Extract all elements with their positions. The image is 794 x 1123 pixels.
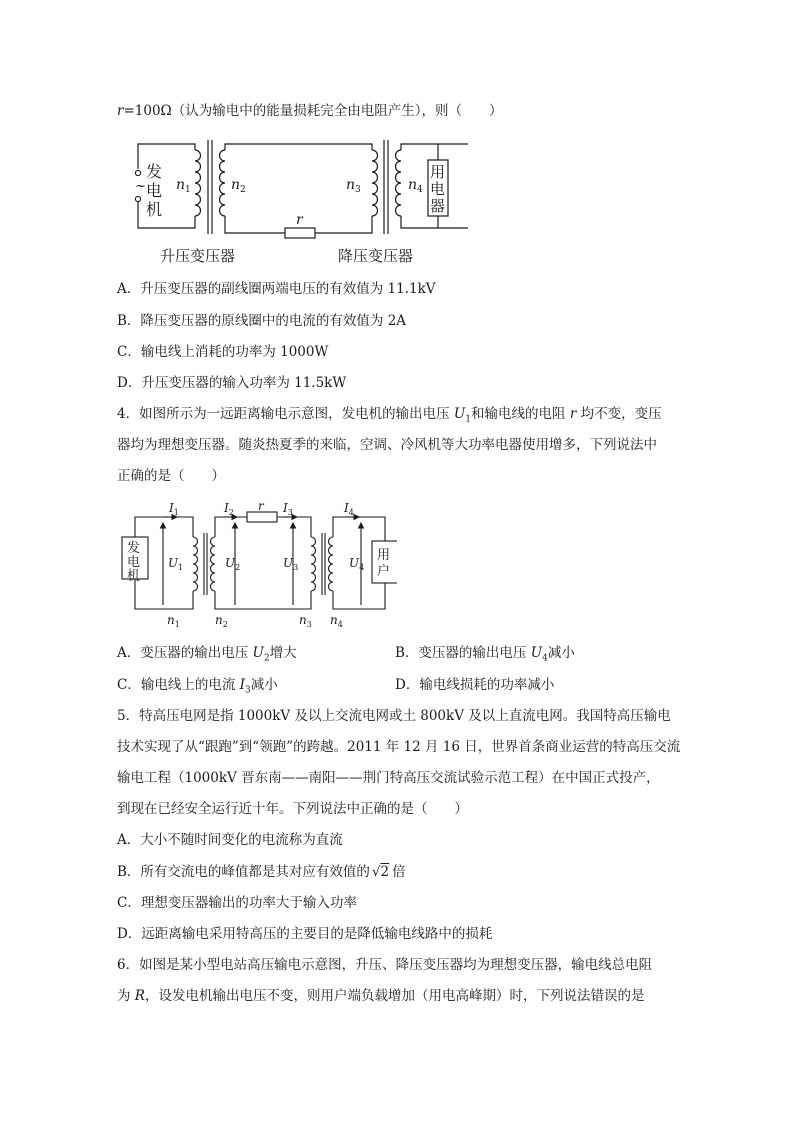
q4-label-n1: $n_1$ — [167, 613, 180, 629]
q4-line-bottom — [215, 591, 311, 609]
q3-gen-char-3: 机 — [146, 200, 163, 219]
q4-coil-n1 — [193, 537, 198, 591]
q3-terminal-top — [135, 170, 140, 175]
q4-coil-n2 — [211, 537, 216, 591]
sqrt-radicand: 2 — [380, 864, 390, 880]
q4-stem-line-2: 器均为理想变压器。随炎热夏季的来临，空调、冷风机等大功率电器使用增多，下列说法中 — [117, 437, 657, 453]
q6-stem-line-1: 6．如图是某小型电站高压输电示意图，升压、降压变压器均为理想变压器，输电线总电阻 — [117, 957, 653, 973]
q3-load-char-2: 电 — [430, 180, 446, 198]
q3-gen-char-1: 发 — [146, 162, 163, 181]
q4-wire-gen-top — [135, 517, 193, 537]
q4-figure — [117, 497, 397, 633]
q3-line-top — [225, 144, 372, 150]
q3-coil-n2 — [220, 150, 226, 216]
q3-coil-n4 — [396, 150, 402, 216]
q5-option-d: D．远距离输电采用特高压的主要目的是降低输电线路中的损耗 — [117, 926, 493, 942]
q5-option-b: B．所有交流电的峰值都是其对应有效值的 √2 倍 — [117, 864, 406, 880]
q5-stem-line-3: 输电工程（1000kV 晋东南——南阳——荆门特高压交流试验示范工程）在中国正式投产， — [117, 770, 660, 786]
q4-wire-gen-bottom — [135, 579, 193, 609]
q3-load-char-1: 用 — [430, 163, 446, 181]
q3-circuit-diagram — [110, 132, 490, 272]
q5-option-c: C．理想变压器输出的功率大于输入功率 — [117, 895, 357, 911]
q5-stem-line-2: 技术实现了从“跟跑”到“领跑”的跨越。2011 年 12 月 16 日，世界首条商业运营的特高压交流 — [117, 739, 681, 755]
q4-label-i1: $I_1$ — [169, 501, 179, 517]
q4-label-i2: $I_2$ — [224, 501, 234, 517]
q5-stem-line-4: 到现在已经安全运行近十年。下列说法中正确的是（ ） — [117, 801, 468, 817]
q3-gen-char-2: 电 — [146, 181, 163, 200]
q4-gen-char-1: 发 — [127, 541, 141, 556]
q3-line-bottom-right — [315, 216, 372, 233]
q4-stem-line-3: 正确的是（ ） — [117, 468, 225, 484]
q4-label-i4: $I_4$ — [344, 501, 354, 517]
q3-option-c: C．输电线上消耗的功率为 1000W — [117, 344, 329, 360]
q4-label-n3: $n_3$ — [299, 613, 312, 629]
q4-option-c: C．输电线上的电流 $I_3$减小 — [117, 677, 278, 696]
q4-label-n4: $n_4$ — [330, 613, 343, 629]
q4-option-d: D．输电线损耗的功率减小 — [395, 677, 555, 693]
q3-label-n3: $n_3$ — [346, 177, 361, 195]
q3-line-bottom-left — [225, 216, 285, 233]
q3-coil-n1 — [195, 150, 201, 216]
q4-coil-n3 — [311, 537, 316, 591]
q3-label-n2: $n_2$ — [231, 177, 246, 195]
q4-circuit-diagram — [117, 497, 397, 629]
sqrt-sign: √ — [371, 864, 381, 880]
q4-resistor-r — [247, 512, 277, 522]
q4-label-i3: $I_3$ — [283, 501, 293, 517]
q4-gen-char-3: 机 — [127, 569, 141, 584]
q4-load-char-1: 用 — [377, 548, 391, 563]
q3-wire-load-top — [401, 144, 468, 150]
q4-label-u1: $U_1$ — [168, 556, 184, 572]
q3-terminal-bottom — [135, 196, 140, 201]
q4-label-r: r — [258, 499, 264, 513]
q3-coil-n3 — [372, 150, 378, 216]
q3-label-n1: $n_1$ — [176, 177, 191, 195]
q4-label-u4: $U_4$ — [349, 556, 365, 572]
q3-label-r: r — [296, 212, 303, 228]
q3-step-up-label: 升压变压器 — [160, 247, 236, 265]
q4-option-a: A．变压器的输出电压 $U_2$增大 — [117, 645, 297, 664]
q4-label-u3: $U_3$ — [283, 556, 299, 572]
q3-option-a: A．升压变压器的副线圈两端电压的有效值为 11.1kV — [117, 281, 436, 297]
q3-resistor-r — [285, 228, 315, 238]
q4-coil-n4 — [329, 537, 334, 591]
q4-stem-line-1: 4．如图所示为一远距离输电示意图，发电机的输出电压 $U_1$和输电线的电阻 r 均不变，变压 — [117, 406, 662, 425]
q4-option-b: B．变压器的输出电压 $U_4$减小 — [395, 645, 575, 664]
q3-step-down-label: 降压变压器 — [338, 247, 414, 265]
q3-option-d: D．升压变压器的输入功率为 11.5kW — [117, 375, 347, 391]
q3-wire-load-bottom — [401, 216, 468, 228]
q4-load-char-2: 户 — [377, 564, 391, 579]
q3-load-char-3: 器 — [430, 197, 446, 215]
q4-label-n2: $n_2$ — [215, 613, 228, 629]
q3-intro-text: =100Ω（认为输电中的能量损耗完全由电阻产生），则（ ） — [123, 103, 503, 119]
q5-option-a: A．大小不随时间变化的电流称为直流 — [117, 832, 343, 848]
q3-label-n4: $n_4$ — [408, 177, 423, 195]
q6-stem-line-2: 为 R，设发电机输出电压不变，则用户端负载增加（用电高峰期）时，下列说法错误的是 — [117, 988, 645, 1004]
q4-gen-char-2: 电 — [127, 555, 141, 570]
q3-option-b: B．降压变压器的原线圈中的电流的有效值为 2A — [117, 313, 407, 329]
q3-figure — [110, 132, 490, 276]
q4-label-u2: $U_2$ — [225, 556, 241, 572]
q5-stem-line-1: 5．特高压电网是指 1000kV 及以上交流电网或土 800kV 及以上直流电网。我国特高压输电 — [117, 708, 671, 724]
q3-intro-var: r — [117, 103, 124, 119]
q3-ac-symbol: ~ — [135, 179, 146, 194]
q3-intro — [117, 101, 503, 121]
